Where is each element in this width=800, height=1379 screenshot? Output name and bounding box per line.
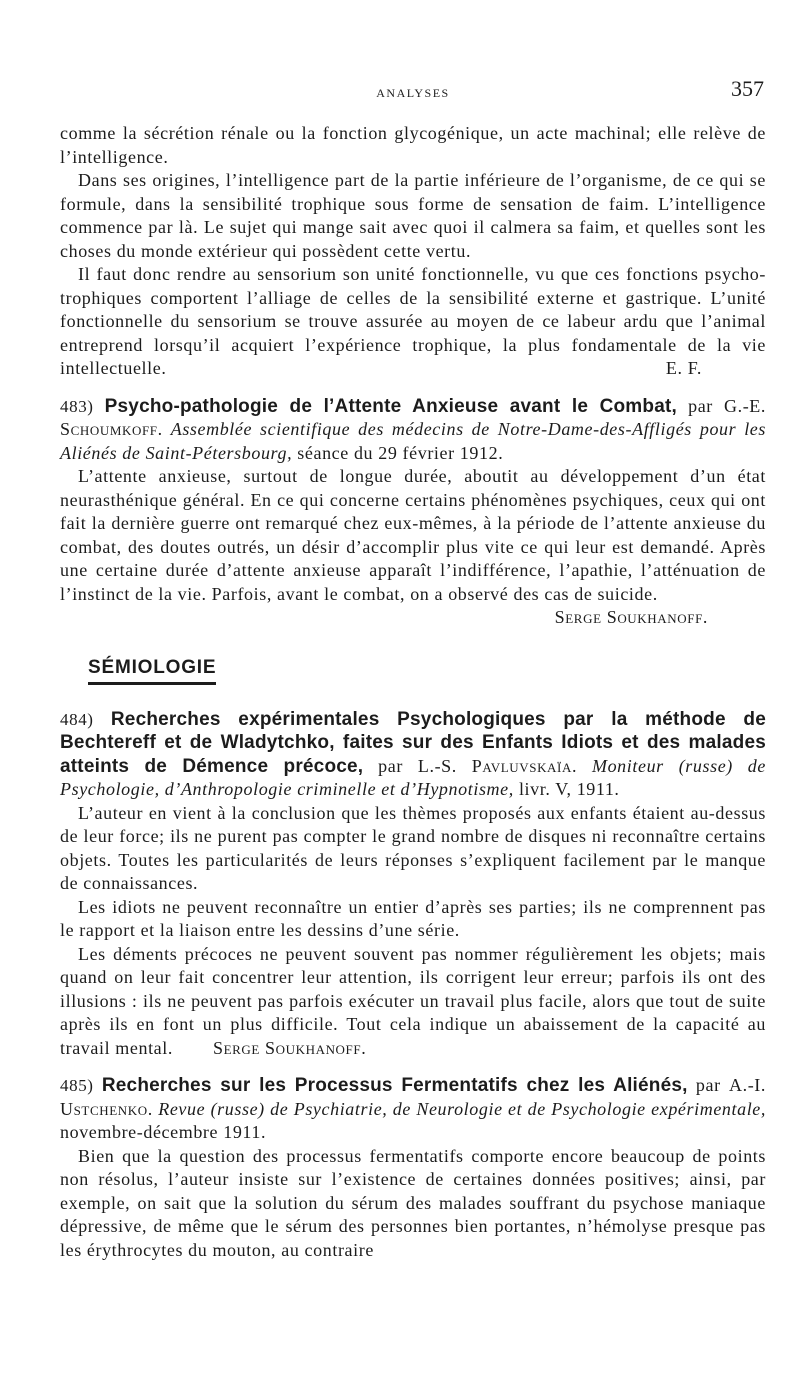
intro-paragraph-3: Il faut donc rendre au sensorium son unité fonctionnelle, vu que ces fonctions psycho-trophiques comportent l’alliage de celles de la sensibilité externe et gastrique. L’unité fonctionnelle du sensorium se trouve assurée au moyen de ce labeur ardu que l’animal entreprend lorsqu’il acquiert l’expérience trophique, la plus fondamentale de la vie intellectuelle. <box>60 264 766 378</box>
intro-paragraph-1: comme la sécrétion rénale ou la fonction glycogénique, un acte machinal; elle relève de l’intelligence. <box>60 123 766 167</box>
entry-author: G.-E. Schoumkoff. <box>60 395 766 439</box>
entry-title: Psycho-pathologie de l’Attente Anxieuse avant le Combat, <box>104 395 677 417</box>
entry-by: par <box>687 1075 729 1095</box>
entry-484-paragraph-3 <box>60 943 766 1061</box>
entry-author: A.-I. Ustchenko. <box>60 1075 766 1119</box>
entry-485 <box>60 1074 766 1262</box>
entry-author: L.-S. Pavluvskaïa. <box>417 755 578 776</box>
entry-485-heading <box>60 1074 766 1145</box>
entry-source: Revue (russe) de Psychiatrie, de Neurologie et de Psychologie expérimentale, <box>158 1098 766 1119</box>
entry-484 <box>60 708 766 1061</box>
entry-483-text: L’attente anxieuse, surtout de longue durée, aboutit au développement d’un état neurasthénique général. En ce qui concerne certains phénomènes psychiques, ceux qui ont fait la dernière guerre ont remarqué chez eux-mêmes, à la période de l’attente anxieuse du combat, des doutes outrés, un désir d’accomplir plus vite ce qui leur est demandé. Après une certaine durée d’attente anxieuse apparaît l’indifférence, l’apathie, l’atténuation de l’instinct de la vie. Parfois, avant le combat, on a observé des cas de suicide. <box>60 466 766 604</box>
entry-title: Recherches sur les Processus Fermentatifs chez les Aliénés, <box>101 1075 688 1096</box>
intro-signature: E. F. <box>665 358 702 378</box>
entry-title: Recherches expérimentales Psychologiques par la méthode de Bechtereff et de Wladytchko, faites sur des Enfants Idiots et des malades atteints de Démence précoce, <box>60 708 766 777</box>
entry-484-paragraph-1: L’auteur en vient à la conclusion que les thèmes proposés aux enfants étaient au-dessus de leur force; ils ne purent pas compter le grand nombre de disques ni reconnaître certains objets. Toutes les particularités de leurs réponses s’expliquent facilement par le manque de connaissances. <box>60 802 766 893</box>
entry-by: par <box>363 755 418 776</box>
section-title: SÉMIOLOGIE <box>88 656 216 686</box>
entry-number: 483) <box>60 396 94 416</box>
entry-date: livr. V, 1911. <box>513 779 620 799</box>
entry-date: séance du 29 février 1912. <box>292 442 504 463</box>
entry-source: Moniteur (russe) de Psychologie, d’Anthropologie criminelle et d’Hypnotisme, <box>60 755 766 799</box>
entry-source: Assemblée scientifique des médecins de Notre-Dame-des-Affligés pour les Aliénés de Saint-Pétersbourg, <box>60 419 767 463</box>
entry-485-text: Bien que la question des processus fermentatifs comporte encore beaucoup de points non résolus, l’auteur insiste sur l’existence de certaines données positives; ainsi, par exemple, on sait que la solution du sérum des malades souffrant du psychose maniaque dépressive, de même que le sérum des personnes bien portantes, n’hémolyse presque pas les érythrocytes du mouton, au contraire <box>60 1145 766 1260</box>
entry-date: novembre-décembre 1911. <box>60 1122 267 1142</box>
page-number: 357 <box>731 76 764 101</box>
entry-484-paragraph-2: Les idiots ne peuvent reconnaître un entier d’après ses parties; ils ne comprennent pas le rapport et la liaison entre les dessins d’une série. <box>60 896 766 940</box>
section-heading-wrap <box>60 630 766 682</box>
entry-by: par <box>676 395 724 416</box>
intro-paragraph-2: Dans ses origines, l’intelligence part de la partie inférieure de l’organisme, de ce qui se formule, dans la sensibilité trophique sous forme de sensation de faim. L’intelligence commence par là. Le sujet qui mange sait avec quoi il calmera sa faim, et quelles sont les choses du monde extérieur qui possèdent cette vertu. <box>60 170 766 261</box>
entry-483-heading <box>60 395 766 466</box>
page-header <box>60 76 766 106</box>
entry-483-signature: Serge Soukhanoff. <box>554 607 708 627</box>
entry-484-signature: Serge Soukhanoff. <box>212 1037 367 1058</box>
entry-number: 485) <box>60 1076 94 1095</box>
entry-484-paragraph-3-text: Les déments précoces ne peuvent souvent pas nommer régulièrement les objets; mais quand on leur fait concentrer leur attention, ils corrigent leur erreur; parfois ils ont des illusions : ils ne peuvent pas parfois exécuter un travail plus facile, alors que tout de suite après ils en font un plus difficile. Tout cela indique un abaissement de la capacité au travail mental. <box>60 943 766 1058</box>
entry-483 <box>60 395 766 630</box>
page-body <box>60 122 766 1262</box>
entry-484-heading <box>60 708 766 802</box>
entry-number: 484) <box>60 709 94 729</box>
running-head: ANALYSES <box>376 86 450 100</box>
